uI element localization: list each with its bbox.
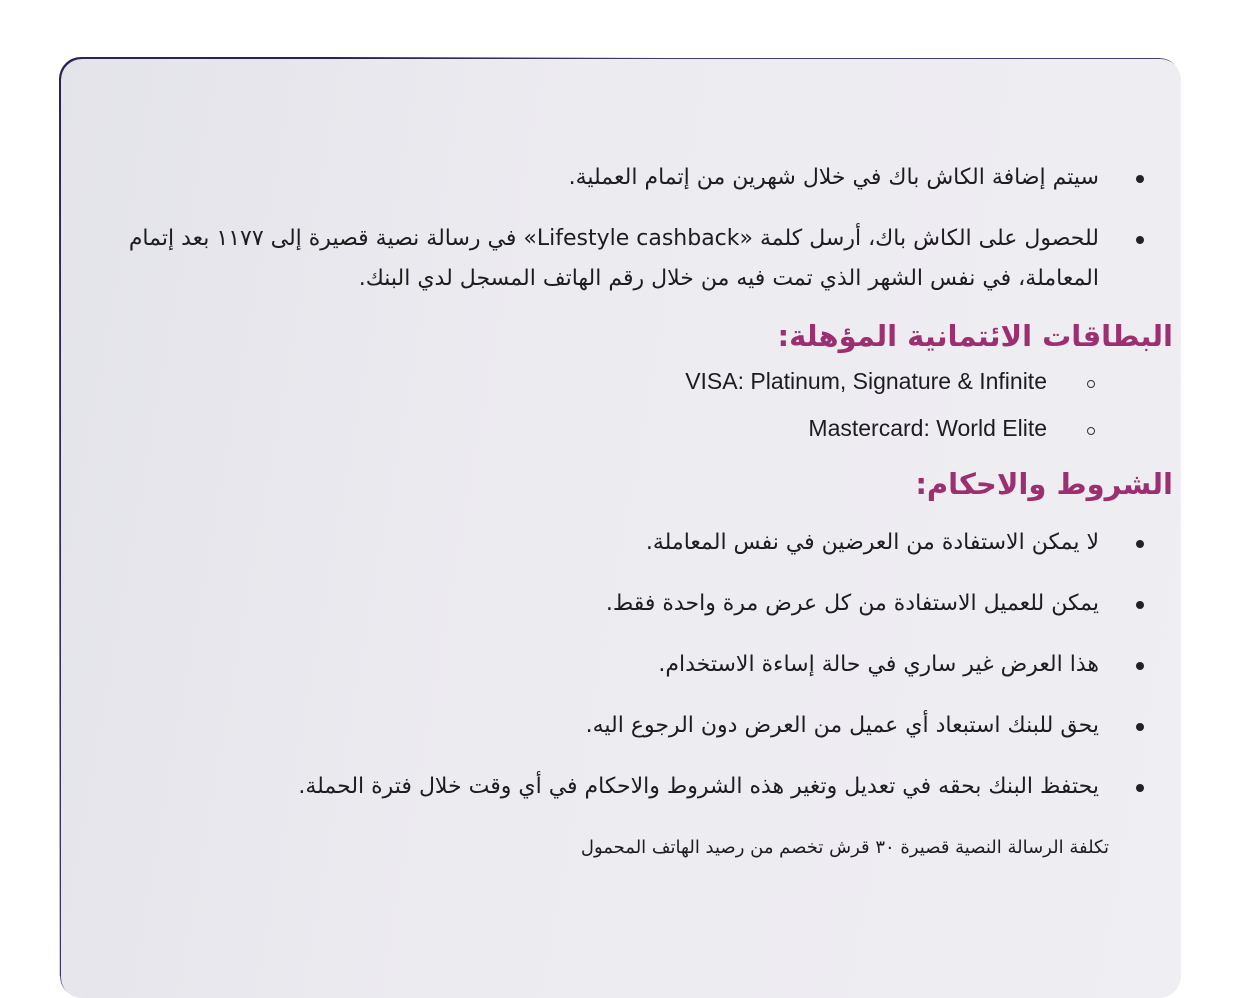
terms-heading: الشروط والاحكام: <box>915 467 1173 501</box>
eligible-card-visa: VISA: Platinum, Signature & Infinite <box>685 368 1047 394</box>
sms-cost-footnote: تكلفة الرسالة النصية قصيرة ٣٠ قرش تخصم من رصيد الهاتف المحمول <box>580 837 1109 858</box>
intro-bullet-2-line-2: المعاملة، في نفس الشهر الذي تمت فيه من خلال رقم الهاتف المسجل لدي البنك. <box>358 266 1099 291</box>
eligible-cards-heading: البطاقات الائتمانية المؤهلة: <box>777 319 1173 353</box>
terms-item-3: هذا العرض غير ساري في حالة إساءة الاستخدام. <box>658 652 1099 677</box>
bullet-icon <box>1136 175 1144 183</box>
intro-bullet-1: سيتم إضافة الكاش باك في خلال شهرين من إتمام العملية. <box>568 165 1099 190</box>
card-border-corner <box>59 57 109 107</box>
circle-bullet-icon <box>1087 380 1095 388</box>
terms-item-2: يمكن للعميل الاستفادة من كل عرض مرة واحدة فقط. <box>605 591 1099 616</box>
card-border-left <box>59 80 61 976</box>
bullet-icon <box>1136 236 1144 244</box>
bullet-icon <box>1136 601 1144 609</box>
bullet-icon <box>1136 540 1144 548</box>
terms-item-4: يحق للبنك استبعاد أي عميل من العرض دون الرجوع اليه. <box>585 713 1099 738</box>
bullet-icon <box>1136 662 1144 670</box>
bullet-icon <box>1136 784 1144 792</box>
bullet-icon <box>1136 723 1144 731</box>
circle-bullet-icon <box>1087 427 1095 435</box>
card-border-top <box>108 57 668 59</box>
terms-item-1: لا يمكن الاستفادة من العرضين في نفس المعاملة. <box>645 530 1099 555</box>
intro-bullet-2-line-1: للحصول على الكاش باك، أرسل كلمة «Lifestyle cashback» في رسالة نصية قصيرة إلى ١١٧٧ بعد إتمام <box>128 226 1099 251</box>
eligible-card-mastercard: Mastercard: World Elite <box>808 415 1047 441</box>
terms-item-5: يحتفظ البنك بحقه في تعديل وتغير هذه الشروط والاحكام في أي وقت خلال فترة الحملة. <box>298 774 1099 799</box>
